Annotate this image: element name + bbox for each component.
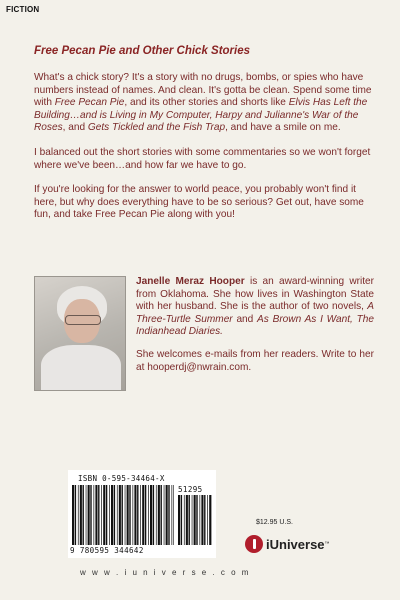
blurb-paragraph-1 <box>34 72 372 135</box>
author-photo <box>34 276 126 391</box>
price-label: $12.95 U.S. <box>256 519 293 526</box>
novel-title-1: A Three-Turtle Summer <box>136 301 374 325</box>
iuniverse-logo-icon <box>245 535 263 553</box>
blurb-text: What's a chick story? It's a story with no drugs, bombs, or spies who have numbers instead of names. And clean. It's gotta be clean. Spend some time with <box>34 72 372 109</box>
barcode-digits: 9 780595 344642 <box>70 546 144 555</box>
price-code-bars <box>178 495 212 545</box>
blurb-paragraph-2: I balanced out the short stories with some commentaries so we won't forget where we've been…and how far we have to go. <box>34 146 371 171</box>
author-name: Janelle Meraz Hooper <box>136 276 245 287</box>
novel-title-2: As Brown As I Want, The Indianhead Diaries. <box>136 313 374 338</box>
author-contact: She welcomes e-mails from her readers. Write to her at hooperdj@nwrain.com. <box>136 348 374 373</box>
book-title: Free Pecan Pie and Other Chick Stories <box>34 45 251 57</box>
blurb-text: , and have a smile on me. <box>225 122 341 134</box>
blurb-paragraph-3: If you're looking for the answer to world peace, you probably won't find it here, but why does everything have to be so serious? Get out, have some fun, and take Free Pecan Pie along with you! <box>34 184 364 221</box>
story-title: Free Pecan Pie <box>54 97 125 109</box>
author-bio <box>136 276 374 384</box>
publisher-url: w w w . i u n i v e r s e . c o m <box>80 568 251 577</box>
publisher-logo: iUniverse ™ <box>245 534 330 554</box>
author-bio-paragraph: Janelle Meraz Hooper is an award-winning writer from Oklahoma. She how lives in Washington State with her husband. She is the author of two novels, A Three-Turtle Summer and As Brown As I Want, The Indianhead Diaries. <box>136 276 374 338</box>
barcode-bars <box>72 485 174 545</box>
isbn-barcode <box>68 470 216 558</box>
blurb-text: , and its other stories and shorts like <box>124 97 289 109</box>
publisher-name: iUniverse <box>266 536 325 552</box>
back-cover-blurb <box>34 72 372 234</box>
price-code-digits: 51295 <box>178 485 203 494</box>
story-title: Elvis Has Left the Building…and is Living in My Computer, Harpy and Julianne's War of the Roses <box>34 97 368 134</box>
isbn-number: ISBN 0-595-34464-X <box>78 474 165 483</box>
genre-label: FICTION <box>6 5 40 14</box>
blurb-text: , and <box>62 122 88 134</box>
story-title: Gets Tickled and the Fish Trap <box>87 122 226 134</box>
